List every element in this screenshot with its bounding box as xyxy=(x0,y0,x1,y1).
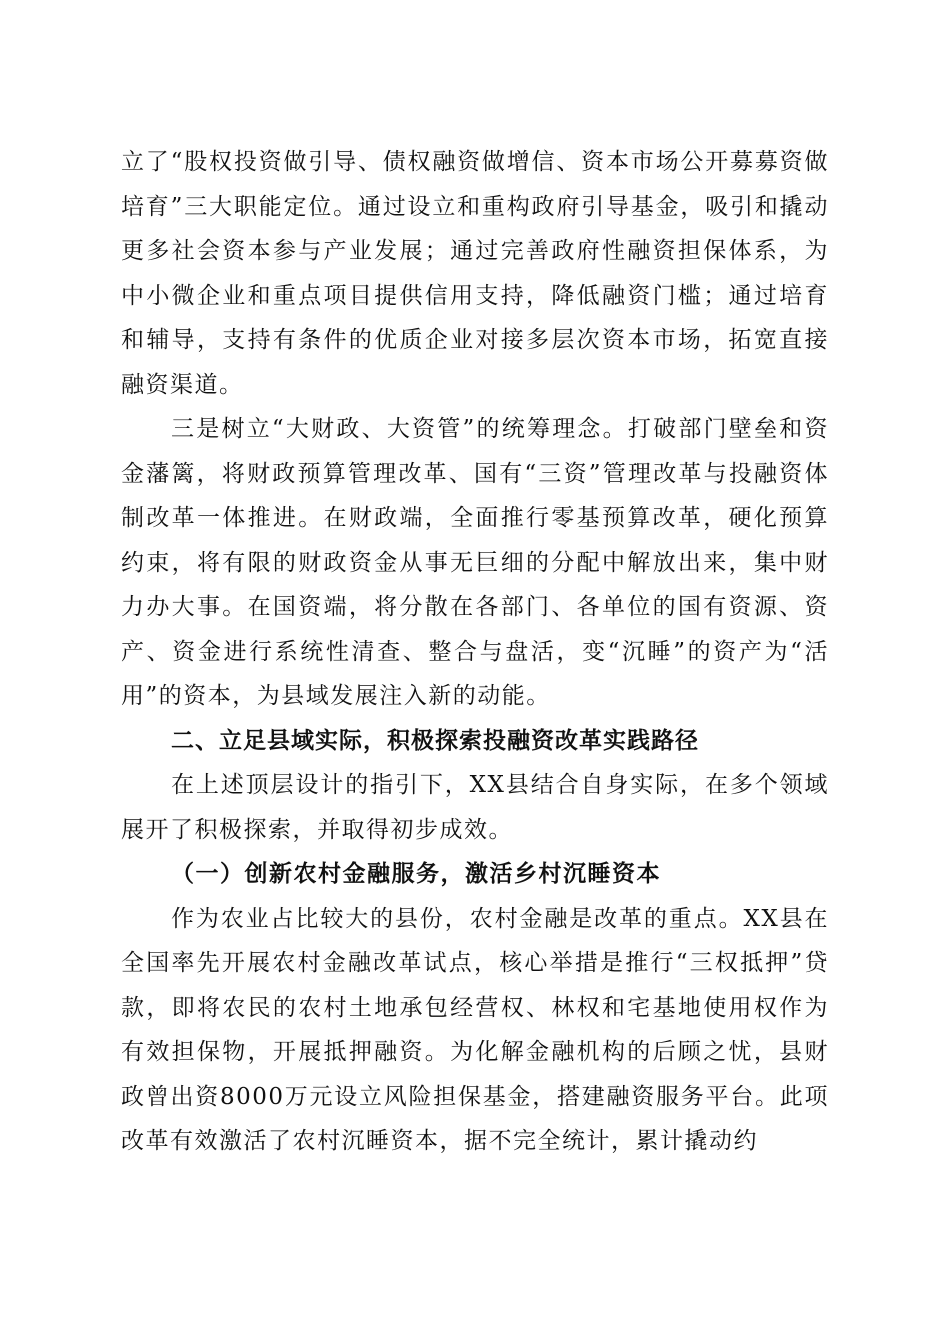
paragraph-point-three: 三是树立“大财政、大资管”的统筹理念。打破部门壁垒和资金藩篱，将财政预算管理改革、国有“三资”管理改革与投融资体制改革一体推进。在财政端，全面推行零基预算改革，硬化预算约束，将有限的财政资金从事无巨细的分配中解放出来，集中财力办大事。在国资端，将分散在各部门、各单位的国有资源、资产、资金进行系统性清查、整合与盘活，变“沉睡”的资产为“活用”的资本，为县域发展注入新的动能。 xyxy=(121,416,829,709)
paragraph-rural-finance: 作为农业占比较大的县份，农村金融是改革的重点。XX县在全国率先开展农村金融改革试点，核心举措是推行“三权抵押”贷款，即将农民的农村土地承包经营权、林权和宅基地使用权作为有效担保物，开展抵押融资。为化解金融机构的后顾之忧，县财政曾出资8000万元设立风险担保基金，搭建融资服务平台。此项改革有效激活了农村沉睡资本，据不完全统计，累计撬动约 xyxy=(121,905,829,1154)
subsection-heading-one: （一）创新农村金融服务，激活乡村沉睡资本 xyxy=(171,860,661,887)
paragraph-section-intro: 在上述顶层设计的指引下，XX县结合自身实际，在多个领域展开了积极探索，并取得初步成效。 xyxy=(121,772,829,843)
section-heading-two: 二、立足县域实际，积极探索投融资改革实践路径 xyxy=(171,727,699,754)
paragraph-continued: 立了“股权投资做引导、债权融资做增信、资本市场公开募募资做培育”三大职能定位。通过设立和重构政府引导基金，吸引和撬动更多社会资本参与产业发展；通过完善政府性融资担保体系，为中小微企业和重点项目提供信用支持，降低融资门槛；通过培育和辅导，支持有条件的优质企业对接多层次资本市场，拓宽直接融资渠道。 xyxy=(121,149,829,398)
document-body xyxy=(121,140,829,1164)
